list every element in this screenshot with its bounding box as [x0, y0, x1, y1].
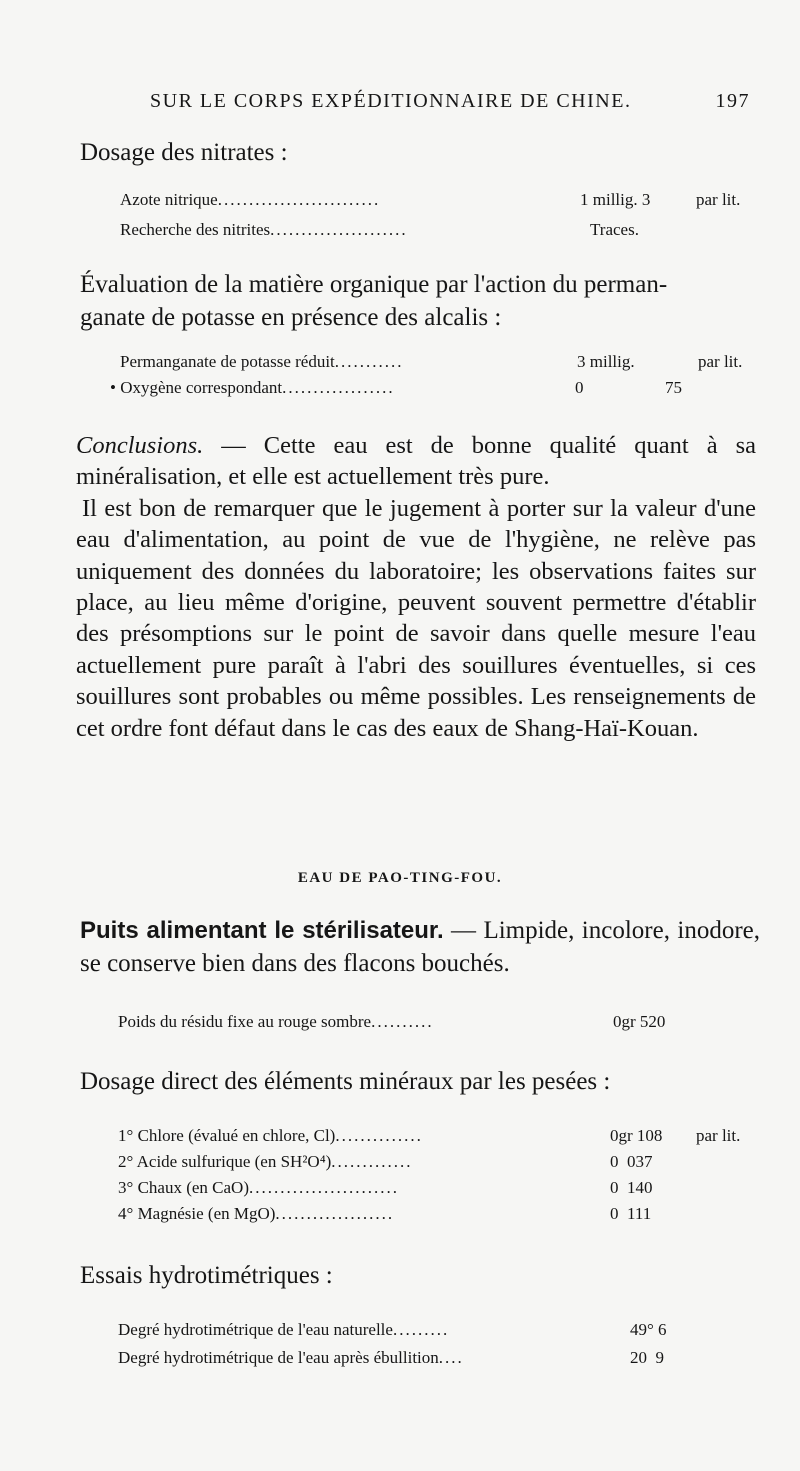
row-label: Permanganate de potasse réduit........... [120, 352, 404, 371]
nitrates-row [120, 190, 760, 212]
permanganate-row [120, 352, 760, 374]
magnesie-row [118, 1204, 763, 1226]
row-value: 20 9 [630, 1348, 664, 1367]
nitrates-heading: Dosage des nitrates : [80, 139, 288, 166]
row-label: 4° Magnésie (en MgO)................... [118, 1204, 395, 1223]
nitrites-row [120, 220, 760, 242]
row-label: Recherche des nitrites...................... [120, 220, 408, 239]
row-value: 0gr 108 [610, 1126, 663, 1145]
row-value: 0 111 [610, 1204, 652, 1223]
oxygene-row [110, 378, 760, 400]
row-label: Degré hydrotimétrique de l'eau après ébullition.... [118, 1348, 464, 1367]
row-value: 3 millig. [577, 352, 635, 371]
organic-heading: Évaluation de la matière organique par l'action du perman- ganate de potasse en présence des alcalis : [80, 271, 668, 331]
acide-row [118, 1152, 763, 1174]
mineraux-heading: Dosage direct des éléments minéraux par les pesées : [80, 1068, 611, 1095]
running-header [150, 90, 760, 120]
row-value-decimal: 75 [665, 378, 682, 397]
row-unit: par lit. [696, 190, 741, 209]
hydro-boiled-row [118, 1348, 763, 1370]
row-value: 49° 6 [630, 1320, 667, 1339]
row-label: 1° Chlore (évalué en chlore, Cl).............. [118, 1126, 423, 1145]
header-title: SUR LE CORPS EXPÉDITIONNAIRE DE CHINE. [150, 90, 632, 112]
row-value: 0 037 [610, 1152, 653, 1171]
puits-text: — Limpide, incolore, inodore, se conserve bien dans des flacons bouchés. [80, 917, 760, 977]
row-label: • Oxygène correspondant.................. [110, 378, 395, 397]
residu-row [118, 1012, 758, 1034]
row-label: 2° Acide sulfurique (en SH²O⁴)............. [118, 1152, 413, 1171]
puits-paragraph [80, 914, 760, 980]
conclusions-paragraph: Conclusions. — Cette eau est de bonne qualité quant à sa minéralisation, et elle est actuellement très pure. Il est bon de remarquer que le jugement à porter sur la valeur d'une eau d'alimentation, au point de vue de l'hygiène, ne relève pas uniquement des données du laboratoire; les observations faites sur place, au lieu même d'origine, peuvent souvent permettre d'établir des présomptions sur le point de savoir dans quelle mesure l'eau actuellement pure paraît à l'abri des souillures éventuelles, si ces souillures sont probables ou même possibles. Les renseignements de cet ordre font défaut dans le cas des eaux de Shang-Haï-Kouan. [76, 430, 756, 744]
row-value: 1 millig. 3 [580, 190, 651, 209]
puits-bold-heading: Puits alimentant le stérilisateur. [80, 917, 444, 944]
row-label: Poids du résidu fixe au rouge sombre.......... [118, 1012, 434, 1031]
row-unit: par lit. [698, 352, 743, 371]
chlore-row [118, 1126, 763, 1148]
row-label: Azote nitrique.......................... [120, 190, 381, 209]
conclusions-text: Cette eau est de bonne qualité quant à sa minéralisation, et elle est actuellement très pure. [76, 432, 756, 491]
chaux-row [118, 1178, 763, 1200]
hydro-heading: Essais hydrotimétriques : [80, 1262, 333, 1289]
remark-paragraph: Il est bon de remarquer que le jugement à porter sur la valeur d'une eau d'alimentation, au point de vue de l'hygiène, ne relève pas uniquement des données du laboratoire; les observations faites sur place, au lieu même d'origine, peuvent souvent permettre d'établir des présomptions sur le point de savoir dans quelle mesure l'eau actuellement pure paraît à l'abri des souillures éventuelles, si ces souillures sont probables ou même possibles. Les renseignements de cet ordre font défaut dans le cas des eaux de Shang-Haï-Kouan. [76, 494, 756, 742]
row-value: Traces. [590, 220, 639, 239]
hydro-natural-row [118, 1320, 763, 1342]
row-value: 0 140 [610, 1178, 653, 1197]
conclusions-label: Conclusions. [76, 432, 204, 459]
row-unit: par lit. [696, 1126, 741, 1145]
row-value: 0 [575, 378, 584, 397]
row-label: Degré hydrotimétrique de l'eau naturelle......... [118, 1320, 450, 1339]
section-title: EAU DE PAO-TING-FOU. [297, 870, 503, 886]
page-number: 197 [715, 90, 750, 112]
row-value: 0gr 520 [613, 1012, 666, 1031]
row-label: 3° Chaux (en CaO)........................ [118, 1178, 399, 1197]
